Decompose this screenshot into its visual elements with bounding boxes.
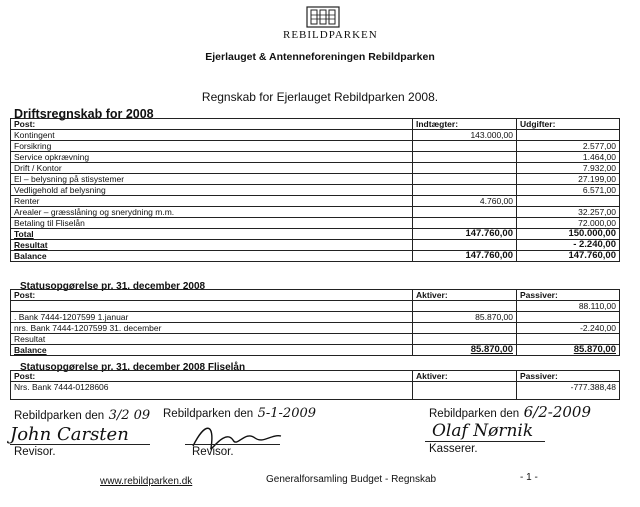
status-title: Statusopgørelse pr. 31. december 2008 (20, 281, 206, 292)
signature-place: Rebildparken den (14, 410, 105, 422)
table-row: 88.110,00 (11, 301, 620, 312)
col-expense: Udgifter: (517, 119, 620, 130)
drift-title: Driftsregnskab for 2008 (14, 107, 154, 121)
col-income: Indtægter: (413, 119, 517, 130)
table-row: Forsikring 2.577,00 (11, 141, 620, 152)
balance-row: Balance 147.760,00 147.760,00 (11, 251, 620, 262)
signature-line (425, 441, 545, 442)
table-row: Kontingent 143.000,00 (11, 130, 620, 141)
col-post: Post: (11, 119, 413, 130)
page-number: - 1 - (520, 472, 538, 483)
table-header-row (11, 119, 620, 130)
website-link[interactable]: www.rebildparken.dk (100, 476, 193, 487)
signature-name: Olaf Nørnik (432, 421, 534, 441)
status-table (10, 289, 620, 356)
table-row: Resultat (11, 334, 620, 345)
signature-role: Revisor. (14, 446, 56, 458)
table-row: Vedligehold af belysning 6.571,00 (11, 185, 620, 196)
logo-icon (306, 6, 340, 28)
signature-date: 3/2 09 (108, 408, 151, 423)
signature-date: 5-1-2009 (257, 406, 317, 421)
signature-name: John Carsten (10, 424, 129, 445)
signature-block-3 (429, 403, 591, 422)
organization-name: Ejerlauget & Antenneforeningen Rebildparken (205, 51, 435, 63)
document-title: Regnskab for Ejerlauget Rebildparken 2008. (201, 90, 439, 104)
total-row: Total 147.760,00 150.000,00 (11, 229, 620, 240)
table-header-row: Post: Aktiver: Passiver: (11, 290, 620, 301)
signature-place: Rebildparken den (429, 408, 520, 420)
table-row: Arealer – græsslåning og snerydning m.m. 32.257,00 (11, 207, 620, 218)
table-row: Renter 4.760,00 (11, 196, 620, 207)
fliselaan-table (10, 370, 620, 400)
signature-block-1 (14, 406, 150, 424)
fliselaan-title: Statusopgørelse pr. 31. december 2008 Fliselån (20, 362, 246, 373)
balance-row: Balance 85.870,00 85.870,00 (11, 345, 620, 356)
table-header-row: Post: Aktiver: Passiver: (11, 371, 620, 382)
signature-line (185, 444, 280, 445)
signature-role: Kasserer. (429, 443, 478, 455)
signature-line (10, 444, 150, 445)
table-row: El – belysning på stisystemer 27.199,00 (11, 174, 620, 185)
table-row: Drift / Kontor 7.932,00 (11, 163, 620, 174)
footer-title: Generalforsamling Budget - Regnskab (266, 474, 437, 485)
table-row: Betaling til Fliselån 72.000,00 (11, 218, 620, 229)
signature-place: Rebildparken den (163, 408, 254, 420)
drift-table (10, 118, 620, 262)
table-row: Nrs. Bank 7444-0128606 -777.388,48 (11, 382, 620, 400)
table-row: . Bank 7444-1207599 1.januar 85.870,00 (11, 312, 620, 323)
logo (283, 6, 378, 41)
result-row: Resultat - 2.240,00 (11, 240, 620, 251)
logo-text: REBILDPARKEN (283, 29, 378, 41)
table-row: Service opkrævning 1.464,00 (11, 152, 620, 163)
signature-role: Revisor. (192, 446, 234, 458)
signature-date: 6/2-2009 (523, 403, 591, 421)
table-row: nrs. Bank 7444-1207599 31. december -2.240,00 (11, 323, 620, 334)
